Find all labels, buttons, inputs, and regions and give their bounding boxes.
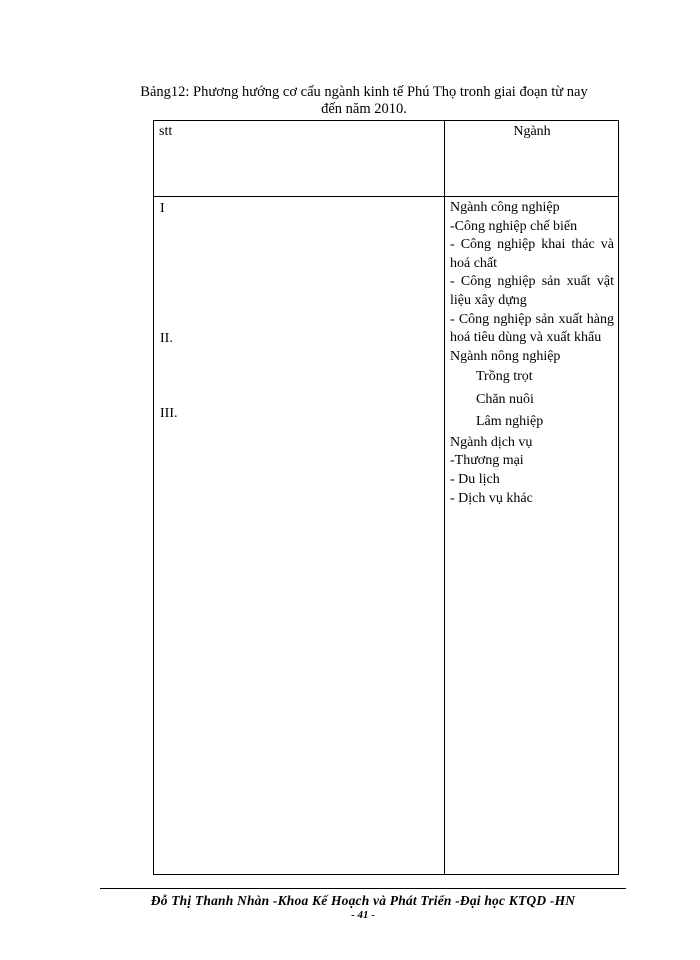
- row-number-2: II.: [160, 331, 173, 346]
- industry-item: - Công nghiệp khai thác và hoá chất: [450, 237, 614, 271]
- title-line-2: đến năm 2010.: [321, 101, 407, 117]
- row-number-1: I: [160, 201, 165, 216]
- industry-item: - Công nghiệp sản xuất vật liệu xây dựng: [450, 274, 614, 308]
- service-item: -Thương mại: [450, 453, 524, 469]
- footer-author: Đỗ Thị Thanh Nhàn -Khoa Kế Hoạch và Phát Triển -Đại học KTQD -HN: [150, 893, 576, 908]
- service-item: - Du lịch: [450, 472, 500, 488]
- row-number-3: III.: [160, 406, 178, 421]
- header-divider: [154, 196, 618, 197]
- agri-item: Chăn nuôi: [476, 391, 534, 407]
- title-line-1: Bảng12: Phương hướng cơ cấu ngành kinh tế Phú Thọ tronh giai đoạn từ nay: [140, 84, 588, 100]
- service-item: - Dịch vụ khác: [450, 490, 533, 506]
- industry-item: - Công nghiệp sản xuất hàng hoá tiêu dùng và xuất khẩu: [450, 311, 614, 346]
- header-stt: stt: [159, 124, 173, 139]
- service-title: Ngành dịch vụ: [450, 434, 533, 450]
- industry-title: Ngành công nghiệp: [450, 200, 560, 215]
- sector-table: [153, 120, 619, 875]
- page-number: - 41 -: [351, 909, 375, 921]
- agri-item: Trồng trọt: [476, 369, 533, 385]
- agri-item: Lâm nghiệp: [476, 414, 544, 430]
- table-title: [100, 84, 628, 118]
- sector-list: [450, 199, 614, 508]
- industry-item: -Công nghiệp chế biến: [450, 218, 578, 234]
- header-nganh: Ngành: [513, 124, 551, 139]
- column-divider: [444, 121, 445, 874]
- agri-title: Ngành nông nghiệp: [450, 348, 561, 364]
- footer-rule: [100, 888, 626, 889]
